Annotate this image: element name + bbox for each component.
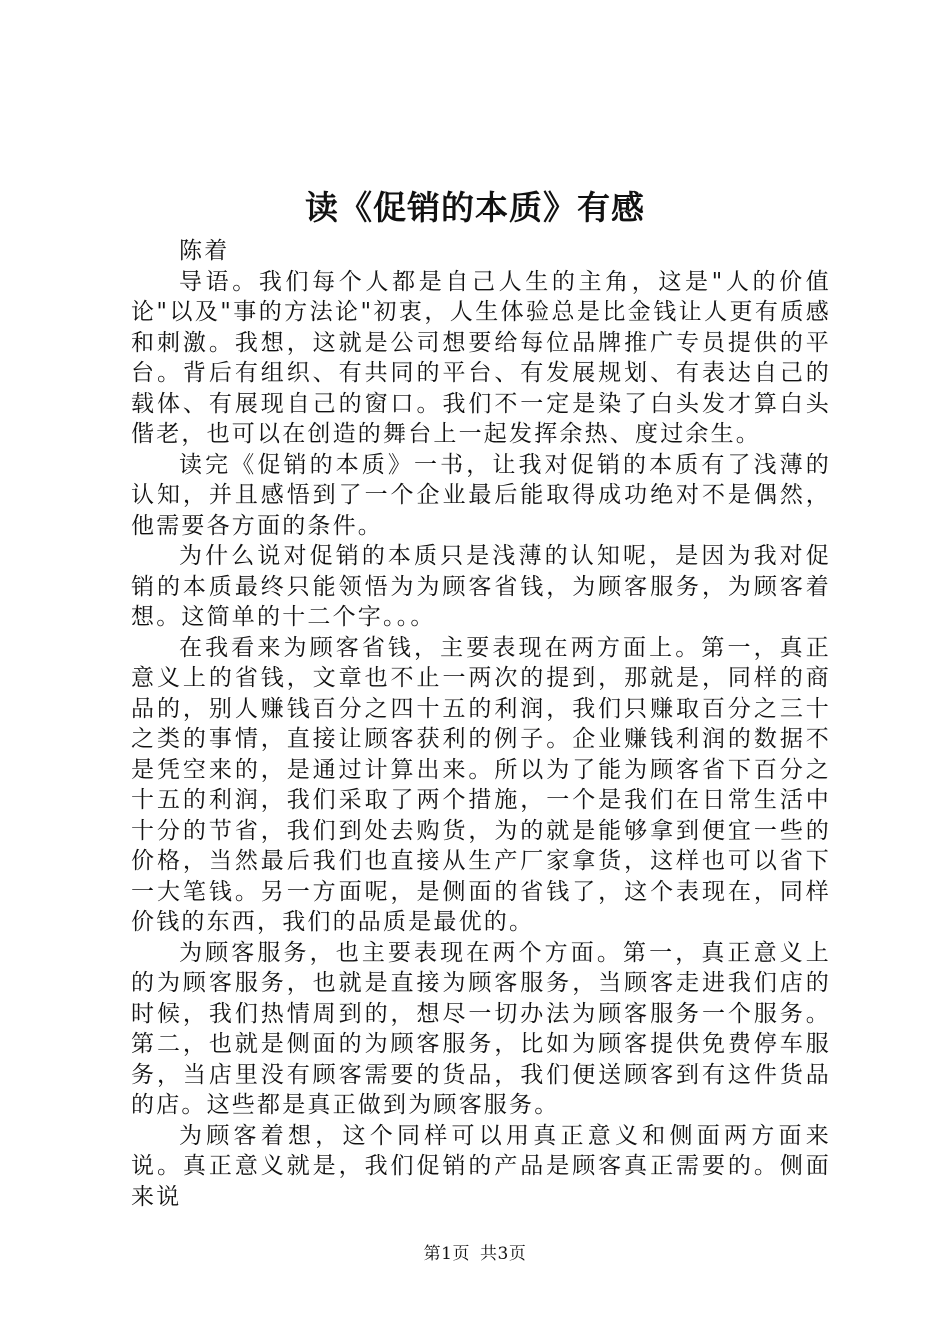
page-footer	[0, 1242, 950, 1266]
paragraph-save-money: 在我看来为顾客省钱，主要表现在两方面上。第一，真正意义上的省钱，文章也不止一两次的提到，那就是，同样的商品的，别人赚钱百分之四十五的利润，我们只赚取百分之三十之类的事情，直接让顾客获利的例子。企业赚钱利润的数据不是凭空来的，是通过计算出来。所以为了能为顾客省下百分之十五的利润，我们采取了两个措施，一个是我们在日常生活中十分的节省，我们到处去购货，为的就是能够拿到便宜一些的价格，当然最后我们也直接从生产厂家拿货，这样也可以省下一大笔钱。另一方面呢，是侧面的省钱了，这个表现在，同样价钱的东西，我们的品质是最优的。	[131, 634, 831, 935]
paragraph-consider-customer: 为顾客着想，这个同样可以用真正意义和侧面两方面来说。真正意义就是，我们促销的产品是顾客真正需要的。侧面来说	[131, 1122, 831, 1210]
document-body	[131, 236, 831, 1212]
paragraph-intro: 导语。我们每个人都是自己人生的主角，这是"人的价值论"以及"事的方法论"初衷，人生体验总是比金钱让人更有质感和刺激。我想，这就是公司想要给每位品牌推广专员提供的平台。背后有组织、有共同的平台、有发展规划、有表达自己的载体、有展现自己的窗口。我们不一定是染了白头发才算白头偕老，也可以在创造的舞台上一起发挥余热、度过余生。	[131, 268, 831, 447]
paragraph-why-shallow: 为什么说对促销的本质只是浅薄的认知呢，是因为我对促销的本质最终只能领悟为为顾客省钱，为顾客服务，为顾客着想。这简单的十二个字。。。	[131, 543, 831, 630]
page-number-total: 共3页	[480, 1244, 527, 1264]
author-name: 陈着	[179, 238, 230, 264]
paragraph-reading: 读完《促销的本质》一书，让我对促销的本质有了浅薄的认知，并且感悟到了一个企业最后能取得成功绝对不是偶然，他需要各方面的条件。	[131, 451, 831, 539]
document-title: 读《促销的本质》有感	[305, 188, 645, 227]
page-number-current: 第1页	[423, 1244, 470, 1264]
paragraph-serve-customer: 为顾客服务，也主要表现在两个方面。第一，真正意义上的为顾客服务，也就是直接为顾客服务，当顾客走进我们店的时候，我们热情周到的，想尽一切办法为顾客服务一个服务。第二，也就是侧面的为顾客服务，比如为顾客提供免费停车服务，当店里没有顾客需要的货品，我们便送顾客到有这件货品的店。这些都是真正做到为顾客服务。	[131, 939, 831, 1118]
